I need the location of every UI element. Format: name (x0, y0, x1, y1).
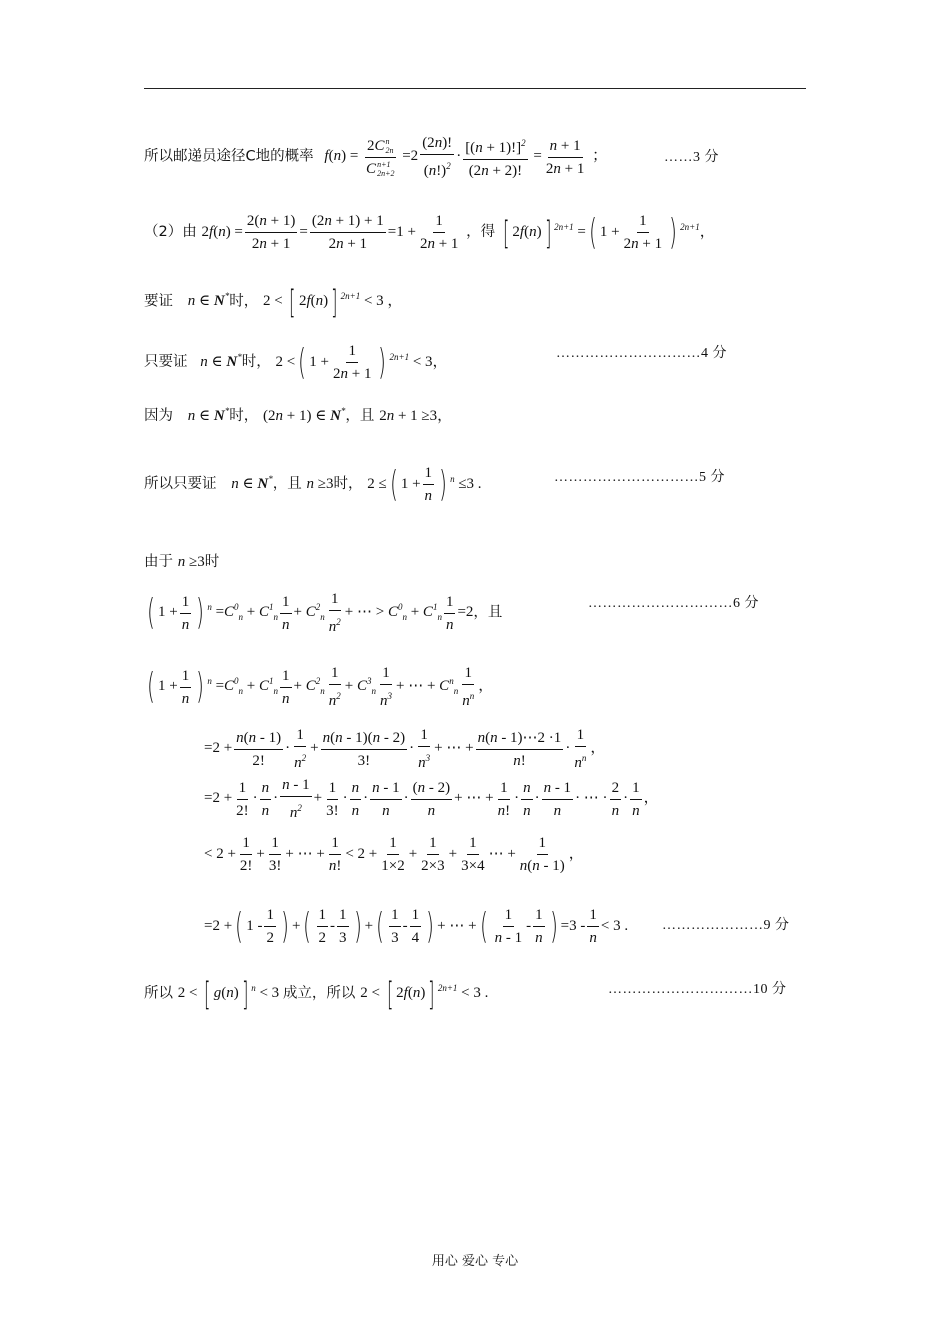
text-label: 时 (204, 554, 220, 570)
line-to-prove: 要证 n ∈ N*时， 2 < [ 2f(n)] $^{2n+1}$ < 3 ， (144, 283, 403, 321)
line-lower-bound: ( 1 + $\frac{1}{n}$ ) $^n =C^0_n + C^1_n$ $\frac{1}{n}$ + $C^2_n$ $\frac{1}{n^2}$ + ⋯ > $C^0_n + C^1_n$ $\frac{1}{n}$ =2，且 (144, 588, 502, 638)
line-step-1: =2 + $\frac{n(n - 1)}{2!}$ · $\frac{1}{n^2}$ + $\frac{n(n - 1)(n - 2)}{3!}$ · $\frac{1}{n^3}$ + ⋯ + $\frac{n(n - 1)\cdots 2 \cdot 1}{n!}$ · $\frac{1}{n^n}$ ， (204, 724, 605, 774)
text-label: 时， (333, 475, 363, 492)
score-4: …………………………4 分 (556, 346, 727, 361)
line-part2: （2）由 2f(n) = $\frac{2(n + 1)}{2n + 1}$ = $\frac{(2n + 1) + 1}{2n + 1}$ =1 + $\frac{1}{2n + 1}$ ，得 [ 2f(n)] $^{2n+1}$ =( 1 + $\frac{1}{2n + 1}$ ) $^{2n+1}$， (144, 211, 715, 253)
line-conclusion: 所以 2 < [ g(n)] $^n$ < 3 成立，所以 2 < [ 2f(n)] $^{2n+1}$ < 3 . (144, 975, 489, 1013)
score-10: …………………………10 分 (608, 982, 787, 997)
score-9: …………………9 分 (662, 918, 790, 933)
text-label: 所以 (144, 985, 173, 1002)
text-label: ，且 (272, 475, 302, 492)
line-so-only-prove: 所以只要证 n ∈ N*，且 n ≥3时， 2 ≤( 1 + $\frac{1}{n}$ ) $^n$ ≤3 . (144, 463, 482, 505)
text-label: 由于 (144, 554, 173, 570)
score-5: …………………………5 分 (554, 470, 725, 485)
line-since: 由于 n ≥3时 (144, 554, 220, 570)
text-label: ，得 (466, 223, 496, 240)
text-label: 因为 (144, 408, 173, 424)
text-label: 时， (241, 353, 271, 370)
line-only-prove: 只要证 n ∈ N*时， 2 <( 1 + $\frac{1}{2n + 1}$ ) $^{2n+1}$ < 3， (144, 341, 448, 383)
score-6: …………………………6 分 (588, 596, 759, 611)
text-label: 所以只要证 (144, 475, 217, 492)
line-step-4: =2 +( 1 - $\frac{1}{2}$ ) +( $\frac{1}{2}$ - $\frac{1}{3}$ ) +( $\frac{1}{3}$ - $\frac{1}{4}$ ) + ⋯ +( $\frac{1}{n - 1}$ - $\frac{1}{n}$ ) =3 - $\frac{1}{n}$ < 3 . (204, 905, 629, 947)
text-label: 要证 (144, 293, 173, 310)
text-label: ，且 (345, 408, 375, 424)
line-binomial-expansion: ( 1 + $\frac{1}{n}$ ) $^n =C^0_n + C^1_n$ $\frac{1}{n}$ + $C^2_n$ $\frac{1}{n^2}$ + $C^3_n$ $\frac{1}{n^3}$ + ⋯ + $C^n_n$ $\frac{1}{n^n}$ ， (144, 662, 493, 712)
text-label: 所以邮递员途径C地的概率 (144, 148, 314, 165)
header-rule (144, 88, 806, 89)
text-label: 成立，所以 (282, 985, 356, 1002)
line-step-3: < 2 + $\frac{1}{2!}$ + $\frac{1}{3!}$ + ⋯ + $\frac{1}{n!}$ < 2 + $\frac{1}{1\times 2}$ + $\frac{1}{2\times 3}$ + $\frac{1}{3\times 4}$ ⋯ + $\frac{1}{n(n - 1)}$ ， (204, 832, 584, 877)
line-probability: 所以邮递员途径C地的概率 f(n) = 2 C n 2n C n+1 2n+2 =2 $\frac{(2n)!}{(n!)^2}$ · $\frac{[(n + 1)!]^2}{(2n + 2)!}$ = $\frac{n + 1}{2n + 1}$ ； (144, 132, 607, 182)
line-step-2: =2 + $\frac{1}{2!}$ · $\frac{n}{n}$ · $\frac{n - 1}{n^2}$ + $\frac{1}{3!}$ · $\frac{n}{n}$ · $\frac{n - 1}{n}$ · $\frac{(n - 2)}{n}$ + ⋯ + $\frac{1}{n!}$ · $\frac{n}{n}$ · $\frac{n - 1}{n}$ · ⋯ · $\frac{2}{n}$ · $\frac{1}{n}$ ， (204, 774, 659, 824)
text-label: （2）由 (144, 223, 197, 240)
line-because: 因为 n ∈ N*时， (2n + 1) ∈ N*，且 2n + 1 ≥3， (144, 406, 453, 424)
text-label: 时， (229, 293, 259, 310)
page-footer: 用心 爱心 专心 (431, 1254, 519, 1269)
text-label: 时， (229, 408, 259, 424)
text-label: 只要证 (144, 353, 188, 370)
text-label: ，且 (473, 604, 503, 621)
score-3: ……3 分 (664, 150, 719, 165)
